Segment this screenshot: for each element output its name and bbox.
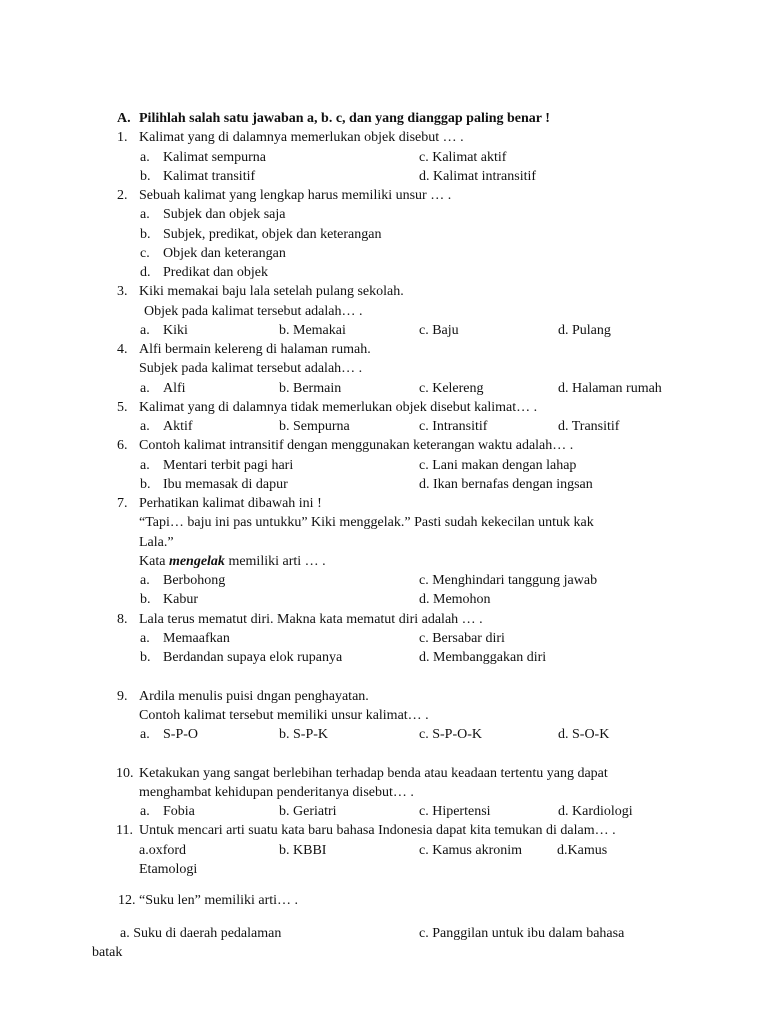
q1-option-d: d. Kalimat intransitif (419, 169, 537, 184)
q3-text-2: Objek pada kalimat tersebut adalah… . (144, 304, 363, 319)
q7-quote-line-2: Lala.” (139, 535, 174, 550)
q4-option-a: Alfi (163, 381, 186, 396)
q4-text-2: Subjek pada kalimat tersebut adalah… . (139, 361, 363, 376)
q5-option-d: d. Transitif (558, 419, 620, 434)
q6-option-c: c. Lani makan dengan lahap (419, 458, 577, 473)
q8-option-b: Berdandan supaya elok rupanya (163, 650, 343, 665)
q10-number: 10. (116, 766, 134, 781)
q2-option-c-letter: c. (140, 246, 150, 261)
q12-option-c: c. Panggilan untuk ibu dalam bahasa (419, 926, 625, 941)
q10-option-a-letter: a. (140, 804, 150, 819)
q10-option-d: d. Kardiologi (558, 804, 633, 819)
q11-option-d: d.Kamus (557, 843, 608, 858)
q4-option-c: c. Kelereng (419, 381, 484, 396)
q10-text: Ketakukan yang sangat berlebihan terhadap benda atau keadaan tertentu yang dapat (139, 766, 608, 781)
q1-number: 1. (117, 130, 128, 145)
q4-number: 4. (117, 342, 128, 357)
q3-option-a: Kiki (163, 323, 188, 338)
q3-text: Kiki memakai baju lala setelah pulang sekolah. (139, 284, 404, 299)
q11-option-d-continued: Etamologi (139, 862, 198, 877)
q6-option-d: d. Ikan bernafas dengan ingsan (419, 477, 593, 492)
section-instruction: Pilihlah salah satu jawaban a, b. c, dan yang dianggap paling benar ! (139, 111, 550, 126)
q1-option-a-letter: a. (140, 150, 150, 165)
q7-text: Perhatikan kalimat dibawah ini ! (139, 496, 322, 511)
q7-option-b: Kabur (163, 592, 198, 607)
q11-text: Untuk mencari arti suatu kata baru bahasa Indonesia dapat kita temukan di dalam… . (139, 823, 616, 838)
q7-rest: memiliki arti … . (224, 554, 326, 569)
q2-text: Sebuah kalimat yang lengkap harus memiliki unsur … . (139, 188, 452, 203)
q6-text: Contoh kalimat intransitif dengan menggunakan keterangan waktu adalah… . (139, 438, 574, 453)
q10-option-b: b. Geriatri (279, 804, 337, 819)
q1-text: Kalimat yang di dalamnya memerlukan objek disebut … . (139, 130, 464, 145)
q4-option-a-letter: a. (140, 381, 150, 396)
q6-option-b-letter: b. (140, 477, 151, 492)
q7-question-line (139, 553, 326, 570)
q3-option-c: c. Baju (419, 323, 459, 338)
q4-option-d: d. Halaman rumah (558, 381, 662, 396)
q2-option-d: Predikat dan objek (163, 265, 268, 280)
q7-option-a: Berbohong (163, 573, 226, 588)
q9-option-b: b. S-P-K (279, 727, 329, 742)
q8-option-a-letter: a. (140, 631, 150, 646)
q3-option-d: d. Pulang (558, 323, 611, 338)
q9-text-2: Contoh kalimat tersebut memiliki unsur kalimat… . (139, 708, 429, 723)
q5-option-c: c. Intransitif (419, 419, 488, 434)
q5-text: Kalimat yang di dalamnya tidak memerlukan objek disebut kalimat… . (139, 400, 538, 415)
q12-option-a: a. Suku di daerah pedalaman (120, 926, 282, 941)
q9-option-a-letter: a. (140, 727, 150, 742)
q9-text: Ardila menulis puisi dngan penghayatan. (139, 689, 369, 704)
q9-number: 9. (117, 689, 128, 704)
q5-option-a-letter: a. (140, 419, 150, 434)
q8-option-c: c. Bersabar diri (419, 631, 505, 646)
q2-option-a: Subjek dan objek saja (163, 207, 286, 222)
q8-option-b-letter: b. (140, 650, 151, 665)
q7-highlighted-word: mengelak (168, 554, 225, 569)
q4-option-b: b. Bermain (279, 381, 342, 396)
q12-text: 12. “Suku len” memiliki arti… . (118, 893, 299, 908)
q10-option-c: c. Hipertensi (419, 804, 491, 819)
q2-option-b-letter: b. (140, 227, 151, 242)
q7-quote-line-1: “Tapi… baju ini pas untukku” Kiki menggelak.” Pasti sudah kekecilan untuk kak (139, 515, 594, 530)
q2-number: 2. (117, 188, 128, 203)
q10-option-a: Fobia (163, 804, 195, 819)
q2-option-c: Objek dan keterangan (163, 246, 286, 261)
q12-option-c-continued: batak (92, 945, 123, 960)
q11-option-b: b. KBBI (279, 843, 327, 858)
q7-option-b-letter: b. (140, 592, 151, 607)
q3-option-b: b. Memakai (279, 323, 346, 338)
q9-option-c: c. S-P-O-K (419, 727, 482, 742)
q7-option-c: c. Menghindari tanggung jawab (419, 573, 598, 588)
q7-option-d: d. Memohon (419, 592, 491, 607)
q8-number: 8. (117, 612, 128, 627)
q8-option-d: d. Membanggakan diri (419, 650, 547, 665)
q6-option-a-letter: a. (140, 458, 150, 473)
q6-option-a: Mentari terbit pagi hari (163, 458, 294, 473)
q6-number: 6. (117, 438, 128, 453)
q7-kata: Kata (139, 554, 169, 569)
q2-option-d-letter: d. (140, 265, 151, 280)
q1-option-a: Kalimat sempurna (163, 150, 267, 165)
q7-option-a-letter: a. (140, 573, 150, 588)
q5-number: 5. (117, 400, 128, 415)
q3-number: 3. (117, 284, 128, 299)
q9-option-a: S-P-O (163, 727, 199, 742)
q8-option-a: Memaafkan (163, 631, 230, 646)
q2-option-a-letter: a. (140, 207, 150, 222)
q5-option-a: Aktif (163, 419, 193, 434)
q10-text-2: menghambat kehidupan penderitanya disebut… . (139, 785, 414, 800)
q2-option-b: Subjek, predikat, objek dan keterangan (163, 227, 382, 242)
q7-number: 7. (117, 496, 128, 511)
q1-option-c: c. Kalimat aktif (419, 150, 507, 165)
q1-option-b: Kalimat transitif (163, 169, 256, 184)
q11-option-c: c. Kamus akronim (419, 843, 523, 858)
q9-option-d: d. S-O-K (558, 727, 610, 742)
q4-text: Alfi bermain kelereng di halaman rumah. (139, 342, 371, 357)
q1-option-b-letter: b. (140, 169, 151, 184)
section-letter: A. (117, 111, 131, 126)
q11-number: 11. (116, 823, 133, 838)
q6-option-b: Ibu memasak di dapur (163, 477, 288, 492)
q5-option-b: b. Sempurna (279, 419, 350, 434)
q3-option-a-letter: a. (140, 323, 150, 338)
q11-option-a: a.oxford (139, 843, 187, 858)
q8-text: Lala terus mematut diri. Makna kata mematut diri adalah … . (139, 612, 483, 627)
